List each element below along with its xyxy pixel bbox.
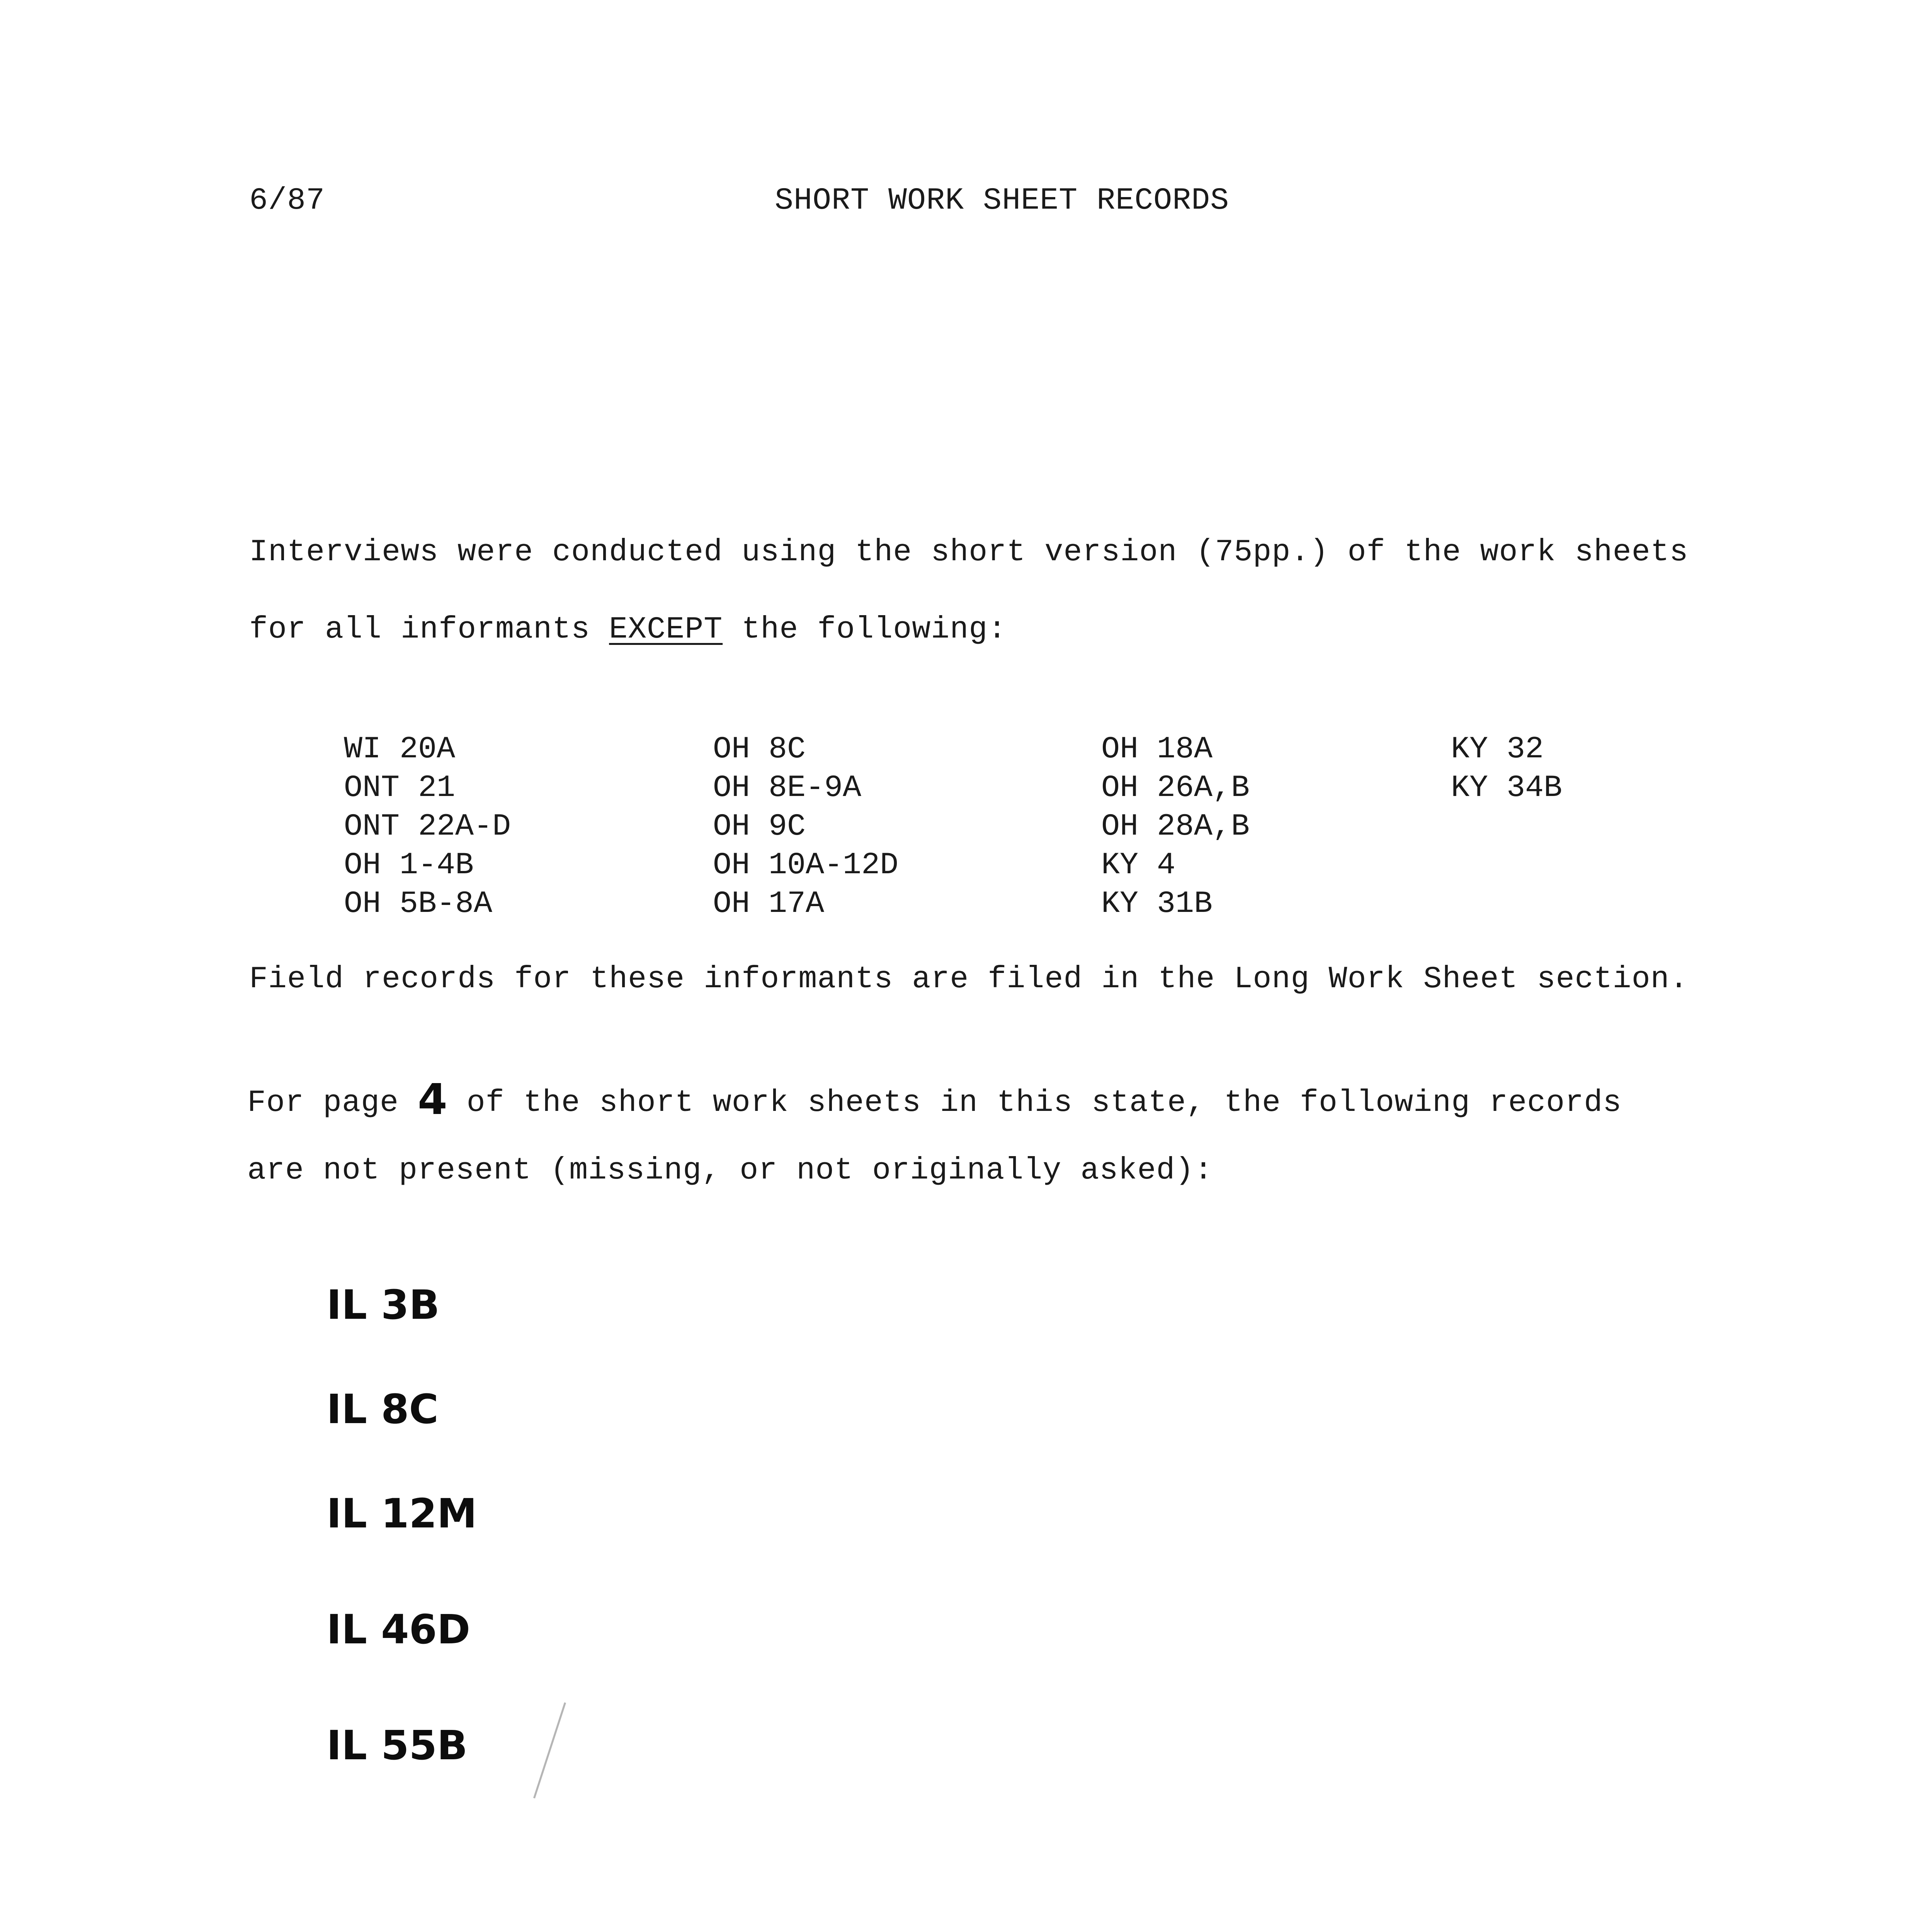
missing-intro-line-2: are not present (missing, or not originally asked):	[247, 1153, 1213, 1188]
document-title: SHORT WORK SHEET RECORDS	[775, 183, 1230, 218]
exception-entry: WI 20A	[344, 732, 456, 767]
intro-line-2-start: for all informants	[249, 612, 609, 647]
exception-entry: OH 1-4B	[344, 848, 474, 883]
intro-line-1: Interviews were conducted using the short version (75pp.) of the work sheets	[249, 535, 1689, 570]
exception-entry: OH 9C	[713, 809, 806, 844]
exception-entry: KY 32	[1451, 732, 1544, 767]
exceptions-column-4	[1451, 730, 1562, 808]
missing-record: IL 46D	[327, 1606, 471, 1653]
missing-intro-end: of the short work sheets in this state, the following records	[447, 1085, 1622, 1121]
missing-intro-start: For page	[247, 1085, 418, 1121]
exception-entry: KY 31B	[1101, 886, 1213, 922]
intro-line-2-end: the following:	[723, 612, 1007, 647]
exception-entry: OH 18A	[1101, 732, 1213, 767]
scan-mark	[533, 1702, 566, 1799]
exception-entry: OH 8C	[713, 732, 806, 767]
exception-entry: KY 4	[1101, 848, 1176, 883]
exception-entry: OH 10A-12D	[713, 848, 899, 883]
exceptions-column-2	[713, 730, 898, 923]
document-date: 6/87	[249, 183, 325, 218]
exception-entry: OH 26A,B	[1101, 770, 1250, 806]
exception-entry: ONT 22A-D	[344, 809, 511, 844]
exception-entry: KY 34B	[1451, 770, 1563, 806]
missing-record: IL 8C	[327, 1386, 439, 1433]
handwritten-page-number: 4	[418, 1075, 448, 1124]
exception-entry: OH 8E-9A	[713, 770, 862, 806]
filing-note: Field records for these informants are filed in the Long Work Sheet section.	[249, 962, 1689, 997]
missing-intro-line-1	[247, 1075, 1622, 1124]
except-emphasis: EXCEPT	[609, 612, 723, 647]
exception-entry: OH 17A	[713, 886, 825, 922]
exception-entry: OH 5B-8A	[344, 886, 493, 922]
missing-record: IL 12M	[327, 1490, 477, 1537]
exception-entry: OH 28A,B	[1101, 809, 1250, 844]
missing-record: IL 55B	[327, 1722, 468, 1769]
exceptions-column-1	[344, 730, 511, 923]
exceptions-column-3	[1101, 730, 1250, 923]
intro-line-2	[249, 614, 1007, 645]
exception-entry: ONT 21	[344, 770, 456, 806]
missing-record: IL 3B	[327, 1281, 440, 1328]
